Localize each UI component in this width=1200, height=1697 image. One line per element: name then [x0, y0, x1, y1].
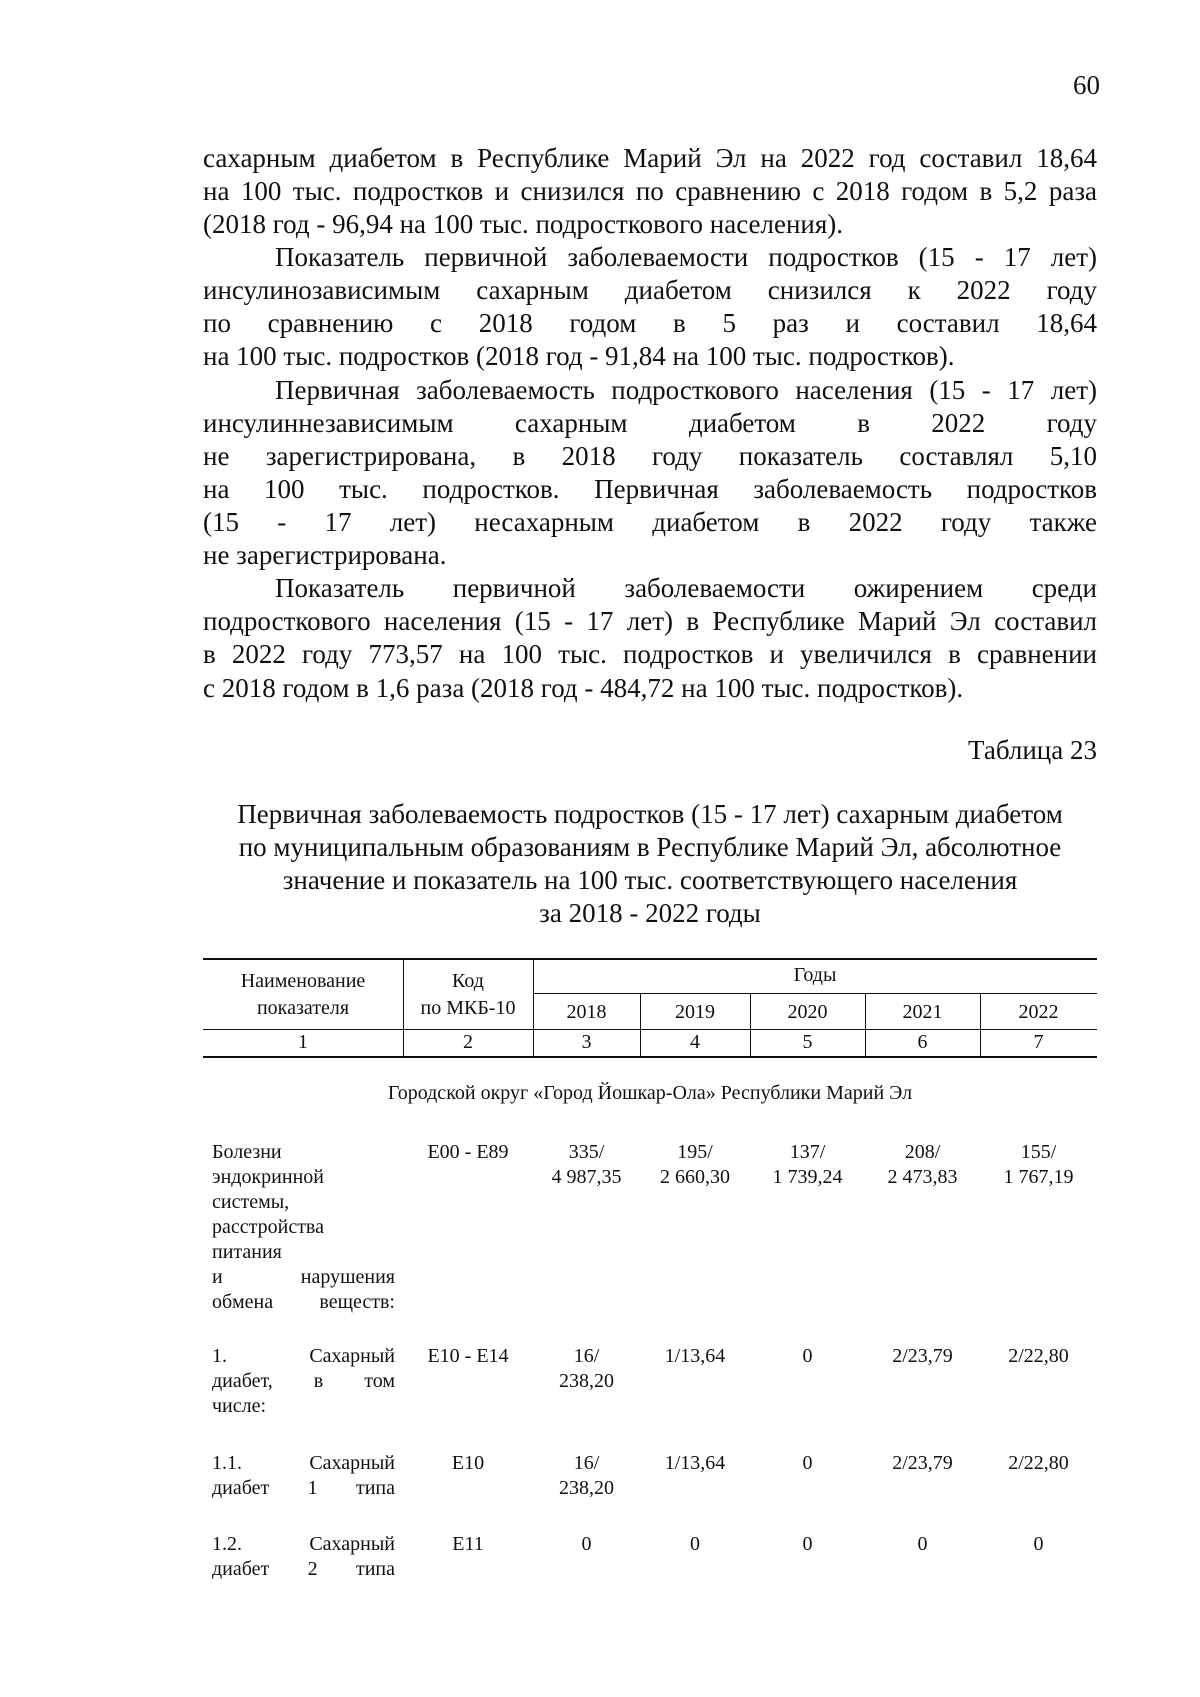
- body-line: по сравнению с 2018 годом в 5 раз и составил 18,64: [203, 308, 1097, 338]
- value-cell-2018: [533, 1451, 640, 1501]
- row-code: E10 - E14: [427, 1345, 509, 1367]
- value-cell-2020: 0: [802, 1345, 813, 1367]
- value-line: 16/: [573, 1452, 600, 1474]
- header-year-2021: 2021: [902, 1001, 943, 1023]
- value-cell-2018: [533, 1344, 640, 1394]
- table-section-title: Городской округ «Город Йошкар-Ола» Республики Марий Эл: [387, 1082, 913, 1104]
- body-line: Первичная заболеваемость подросткового населения (15 - 17 лет): [275, 375, 1097, 405]
- value-line: 4 987,35: [551, 1166, 622, 1188]
- value-line: 208/: [904, 1141, 941, 1163]
- col-number: 4: [690, 1031, 700, 1053]
- header-year-2019: 2019: [675, 1001, 715, 1023]
- body-line: в 2022 году 773,57 на 100 тыс. подростков и увеличился в сравнении: [203, 639, 1097, 669]
- value-cell-2021: 2/23,79: [892, 1345, 953, 1367]
- table-caption-line: по муниципальным образованиям в Республике Марий Эл, абсолютное: [238, 832, 1062, 862]
- body-line: (2018 год - 96,94 на 100 тыс. подросткового населения).: [203, 209, 844, 239]
- row-name-line: эндокринной: [212, 1166, 324, 1188]
- row-name-line: Болезни: [212, 1141, 282, 1163]
- value-cell-2022: 2/22,80: [1008, 1452, 1069, 1474]
- value-cell-2021: 2/23,79: [892, 1452, 953, 1474]
- value-cell-2020: 0: [802, 1533, 813, 1555]
- value-cell-2018: [533, 1140, 640, 1190]
- value-cell-2018: 0: [581, 1533, 592, 1555]
- table-number: Таблица 23: [968, 735, 1097, 765]
- row-name-line: числе:: [212, 1395, 267, 1417]
- body-line: не зарегистрирована.: [203, 540, 447, 570]
- value-cell-2020: 0: [802, 1452, 813, 1474]
- body-line: подросткового населения (15 - 17 лет) в Республике Марий Эл составил: [203, 606, 1097, 636]
- value-line: 2 660,30: [660, 1166, 730, 1188]
- header-name-line: Наименование: [240, 970, 366, 992]
- value-cell-2020: [750, 1140, 865, 1190]
- value-cell-2019: 1/13,64: [664, 1452, 726, 1474]
- value-line: 16/: [573, 1345, 600, 1367]
- body-line: на 100 тыс. подростков. Первичная заболеваемость подростков: [203, 474, 1097, 504]
- row-name-line: питания: [212, 1241, 282, 1263]
- row-code: E00 - E89: [427, 1141, 509, 1163]
- row-name-line: диабет 2 типа: [212, 1558, 395, 1580]
- col-number: 1: [298, 1031, 308, 1053]
- row-name-line: диабет, в том: [212, 1370, 395, 1392]
- row-name: [212, 1344, 395, 1419]
- header-code-line: Код: [452, 970, 484, 992]
- value-cell-2022: 2/22,80: [1008, 1345, 1069, 1367]
- header-code-cell: [403, 968, 533, 1022]
- col-number: 6: [917, 1031, 928, 1053]
- body-line: (15 - 17 лет) несахарным диабетом в 2022 году также: [203, 507, 1097, 537]
- header-year-2022: 2022: [1018, 1001, 1059, 1023]
- row-name-line: и нарушения: [212, 1266, 395, 1288]
- value-line: 137/: [789, 1141, 826, 1163]
- value-cell-2021: [865, 1140, 980, 1190]
- col-number: 2: [463, 1031, 473, 1053]
- row-name: [212, 1451, 395, 1501]
- body-line: сахарным диабетом в Республике Марий Эл на 2022 год составил 18,64: [203, 143, 1097, 173]
- col-number: 3: [581, 1031, 592, 1053]
- row-code: E10: [451, 1452, 485, 1474]
- value-cell-2022: 0: [1033, 1533, 1044, 1555]
- row-name: [212, 1140, 395, 1315]
- header-name-line: показателя: [256, 997, 350, 1019]
- value-line: 195/: [677, 1141, 713, 1163]
- row-name-line: системы,: [212, 1191, 290, 1213]
- col-number: 7: [1033, 1031, 1044, 1053]
- header-top-rule: [203, 958, 1097, 960]
- value-cell-2021: 0: [917, 1533, 928, 1555]
- header-years-label: Годы: [793, 964, 837, 986]
- value-line: 238,20: [559, 1370, 614, 1392]
- body-line: Показатель первичной заболеваемости ожирением среди: [275, 573, 1097, 603]
- body-line: не зарегистрирована, в 2018 году показатель составлял 5,10: [203, 441, 1097, 471]
- body-line: инсулинозависимым сахарным диабетом снизился к 2022 году: [203, 275, 1097, 305]
- row-code: E11: [452, 1533, 484, 1555]
- value-cell-2022: [980, 1140, 1097, 1190]
- table-caption-line: за 2018 - 2022 годы: [539, 898, 761, 928]
- value-line: 335/: [568, 1141, 605, 1163]
- value-line: 2 473,83: [887, 1166, 958, 1188]
- header-bottom-rule: [203, 1056, 1097, 1058]
- row-name-line: диабет 1 типа: [212, 1477, 395, 1499]
- years-rule: [533, 993, 1097, 994]
- body-line: Показатель первичной заболеваемости подростков (15 - 17 лет): [275, 242, 1097, 272]
- value-line: 238,20: [559, 1477, 614, 1499]
- table-caption-line: Первичная заболеваемость подростков (15 - 17 лет) сахарным диабетом: [237, 799, 1063, 829]
- value-cell-2019: 0: [690, 1533, 700, 1555]
- value-cell-2019: [640, 1140, 750, 1190]
- body-line: на 100 тыс. подростков и снизился по сравнению с 2018 годом в 5,2 раза: [203, 176, 1097, 206]
- row-name-line: обмена веществ:: [212, 1291, 395, 1313]
- row-name-line: расстройства: [212, 1216, 324, 1238]
- header-year-2018: 2018: [566, 1001, 607, 1023]
- body-line: на 100 тыс. подростков (2018 год - 91,84 на 100 тыс. подростков).: [203, 341, 955, 371]
- body-line: инсулиннезависимым сахарным диабетом в 2022 году: [203, 408, 1097, 438]
- value-line: 155/: [1020, 1141, 1057, 1163]
- value-cell-2019: 1/13,64: [664, 1345, 726, 1367]
- header-year-2020: 2020: [787, 1001, 828, 1023]
- value-line: 1 739,24: [772, 1166, 843, 1188]
- row-name: [212, 1532, 395, 1582]
- row-name-line: 1. Сахарный: [212, 1345, 395, 1367]
- table-caption-line: значение и показатель на 100 тыс. соответствующего населения: [282, 865, 1018, 895]
- row-name-line: 1.1. Сахарный: [212, 1452, 395, 1474]
- page-number: 60: [1073, 70, 1100, 100]
- value-line: 1 767,19: [1003, 1166, 1074, 1188]
- body-line: с 2018 годом в 1,6 раза (2018 год - 484,72 на 100 тыс. подростков).: [203, 673, 964, 703]
- header-name-cell: [203, 968, 403, 1022]
- row-name-line: 1.2. Сахарный: [212, 1533, 395, 1555]
- col-number: 5: [802, 1031, 813, 1053]
- header-code-line: по МКБ-10: [420, 997, 516, 1019]
